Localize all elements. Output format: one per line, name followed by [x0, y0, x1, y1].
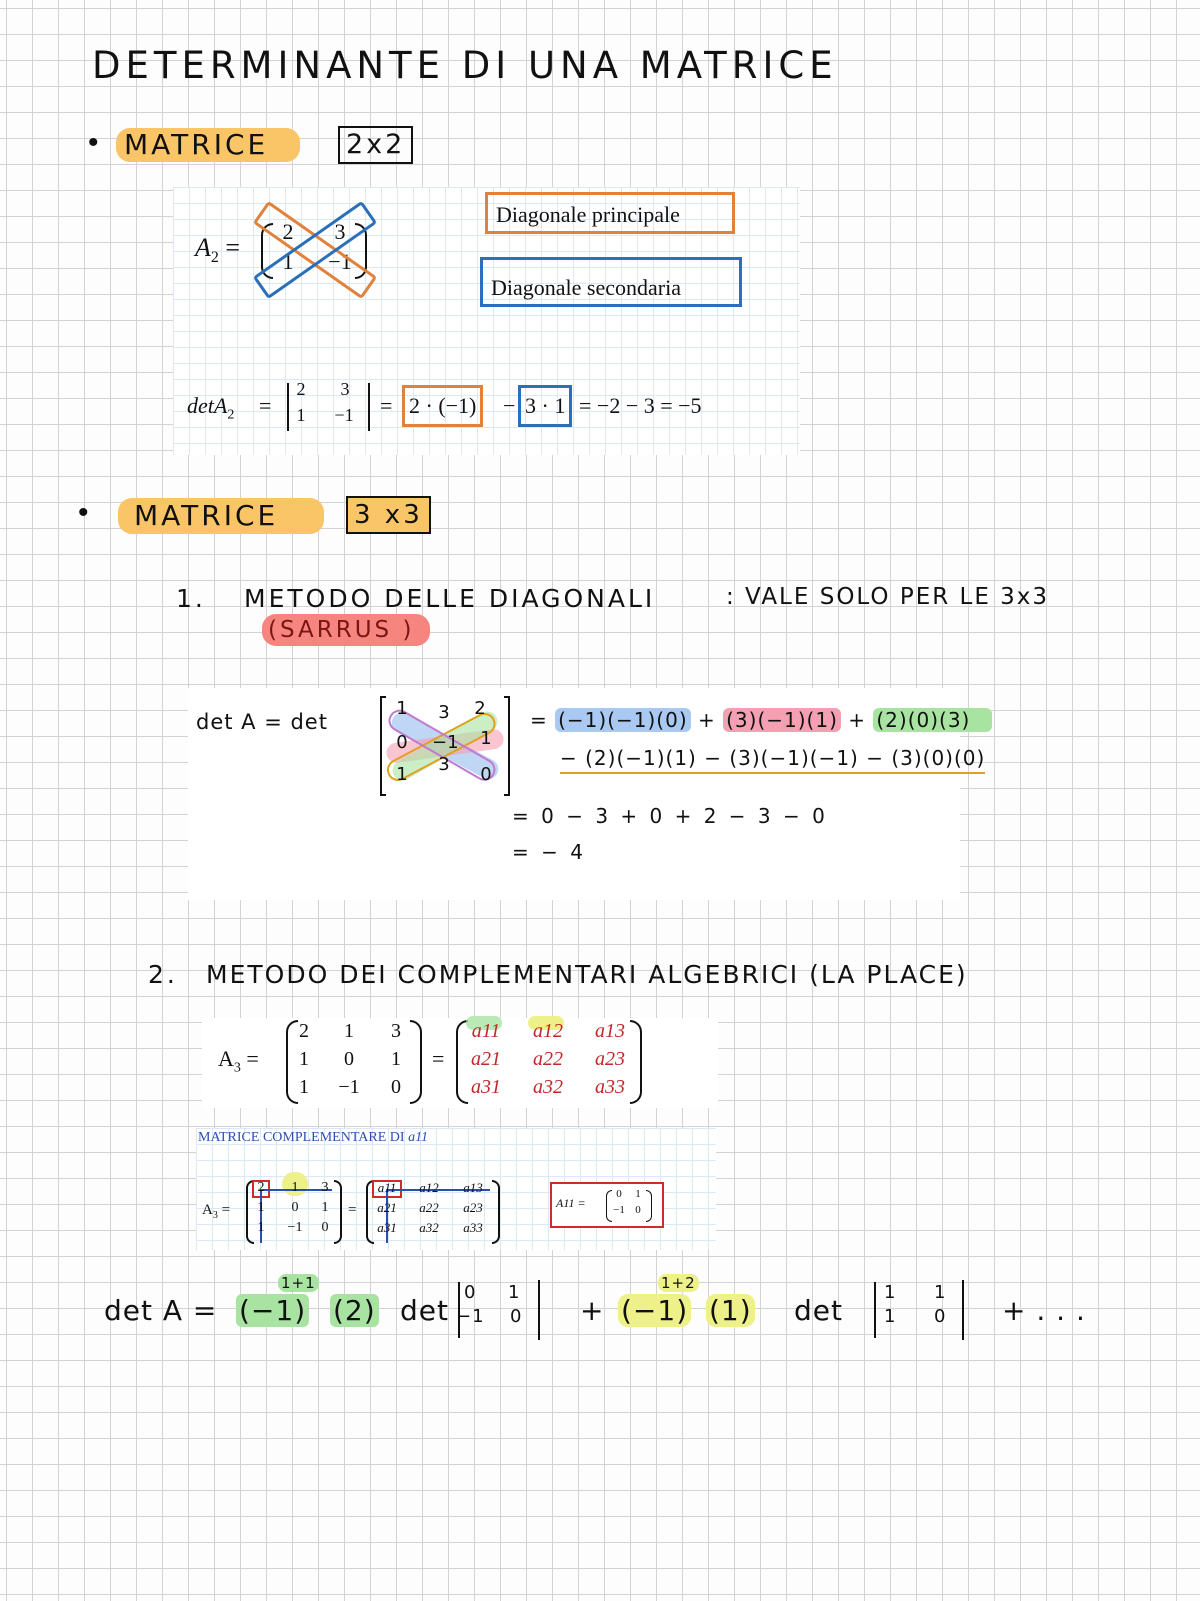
det-2x2-result: = −2 − 3 = −5	[579, 393, 702, 418]
cell: 1	[299, 1048, 309, 1070]
matrice-2x2-label: MATRICE	[116, 128, 300, 162]
matrice-3x3-label: MATRICE	[118, 498, 324, 534]
cell: a13	[463, 1180, 483, 1195]
panel-a3	[202, 1018, 718, 1108]
size-2x2-box: 2x2	[338, 126, 413, 164]
complementary-title-text: MATRICE COMPLEMENTARE DI	[198, 1130, 405, 1145]
expansion-lhs: det A =	[104, 1294, 218, 1327]
cell: 2	[474, 698, 486, 719]
method1-title: METODO DELLE DIAGONALI	[244, 584, 656, 613]
cell: 0	[616, 1188, 622, 1200]
right-paren	[646, 1190, 652, 1222]
size-3x3-box: 3 x3	[346, 496, 431, 534]
det-bar	[874, 1282, 876, 1338]
cell: 1	[934, 1282, 947, 1303]
product-3: (2)(0)(3)	[873, 708, 992, 732]
sarrus-final: = − 4	[512, 840, 586, 864]
det-bar	[962, 1280, 964, 1340]
cell: a32	[533, 1076, 563, 1098]
cell: a33	[463, 1220, 483, 1235]
complementary-result-label: A11 =	[556, 1196, 586, 1210]
cell: −1	[613, 1204, 625, 1216]
bullet: •	[88, 126, 99, 159]
cell: −1	[432, 732, 459, 753]
cell: 1	[884, 1282, 897, 1303]
cell: a12	[419, 1180, 439, 1195]
equals-sign: =	[380, 393, 393, 418]
right-paren	[410, 1020, 422, 1104]
cell: a13	[595, 1020, 625, 1042]
sarrus-sum: = 0 − 3 + 0 + 2 − 3 − 0	[512, 804, 828, 828]
small-matrix-values	[246, 1180, 342, 1244]
cell: a11	[377, 1180, 397, 1195]
cell: 3	[321, 1180, 329, 1195]
sarrus-negative-terms: − (2)(−1)(1) − (3)(−1)(−1) − (3)(0)(0)	[560, 746, 985, 774]
det-sub: 2	[227, 407, 235, 423]
cell: 3	[334, 219, 346, 244]
section-3x3-header	[78, 496, 478, 540]
cell: 1	[291, 1180, 299, 1195]
expansion-tail: + . . .	[1002, 1294, 1086, 1327]
a3-letter: A	[218, 1046, 234, 1071]
cell: 0	[510, 1306, 523, 1327]
cell: 0	[344, 1048, 354, 1070]
cell: 2	[257, 1180, 265, 1195]
cell: 3	[340, 379, 350, 399]
cell: 0	[391, 1076, 401, 1098]
cell: −1	[456, 1306, 485, 1327]
cell: 1	[884, 1306, 897, 1327]
matrix-a2-name	[195, 233, 240, 267]
det-keyword: det	[794, 1294, 843, 1327]
cell: 0	[396, 732, 408, 753]
product-2: (3)(−1)(1)	[723, 708, 841, 732]
det-label	[187, 393, 234, 423]
cell: a31	[471, 1076, 501, 1098]
diagonal-loops	[245, 195, 385, 305]
term1-exponent: 1+1	[278, 1274, 319, 1292]
cell: 0	[464, 1282, 477, 1303]
cell: −1	[334, 405, 354, 425]
plus-sign: +	[698, 708, 716, 732]
term1-coefficient: (2)	[330, 1294, 379, 1327]
cell: 1	[396, 764, 408, 785]
cell: 0	[480, 764, 492, 785]
cell: 0	[635, 1204, 641, 1216]
cell: 1	[480, 728, 492, 749]
cell: −1	[328, 249, 352, 274]
cell: 1	[296, 405, 306, 425]
cell: 1	[635, 1188, 641, 1200]
cell: a33	[595, 1076, 625, 1098]
complementary-result-box	[550, 1182, 664, 1228]
sarrus-det-label: det A = det	[196, 710, 328, 734]
term2-coefficient: (1)	[706, 1294, 755, 1327]
product-1: (−1)(−1)(0)	[555, 708, 691, 732]
complementary-title-var: a11	[408, 1130, 429, 1145]
a3-name	[218, 1046, 259, 1076]
cell: 1	[321, 1200, 329, 1215]
a3-sub: 3	[212, 1210, 218, 1221]
matrix-a3-symbolic	[456, 1020, 642, 1104]
equals-sign: =	[530, 708, 548, 732]
det-bar-left	[287, 383, 289, 431]
cell: a12	[533, 1020, 563, 1042]
cell: 2	[282, 219, 294, 244]
cell: 0	[321, 1220, 329, 1235]
legend-secondary-diagonal: Diagonale secondaria	[480, 257, 742, 307]
panel-complementary	[196, 1128, 716, 1250]
equals-sign: =	[225, 233, 241, 262]
equals-sign: =	[348, 1202, 357, 1218]
legend-main-diagonal: Diagonale principale	[485, 192, 735, 234]
a3-letter: A	[202, 1202, 213, 1218]
cell: a22	[419, 1200, 439, 1215]
det-bar-right	[368, 383, 370, 431]
cell: 1	[282, 249, 294, 274]
matrix-a3-values	[286, 1020, 422, 1104]
method1-note: : VALE SOLO PER LE 3x3	[726, 584, 1050, 610]
laplace-expansion	[104, 1274, 1104, 1358]
det-keyword: det	[400, 1294, 449, 1327]
matrix-a2	[261, 219, 367, 279]
cell: 2	[296, 379, 306, 399]
small-a3-name	[202, 1202, 230, 1221]
cell: a23	[595, 1048, 625, 1070]
minus-sign: −	[503, 393, 516, 418]
matrix-sub: 2	[210, 249, 219, 267]
cell: a21	[471, 1048, 501, 1070]
cell: 3	[438, 754, 450, 775]
a3-sub: 3	[233, 1060, 241, 1076]
sarrus-positive-terms	[530, 708, 992, 732]
cell: −1	[338, 1076, 360, 1098]
cell: −1	[287, 1220, 303, 1235]
right-paren	[334, 1180, 342, 1244]
cell: a11	[471, 1020, 501, 1042]
plus-sign: +	[580, 1294, 605, 1327]
cell: 3	[438, 702, 450, 723]
method2-title: METODO DEI COMPLEMENTARI ALGEBRICI (LA PLACE)	[206, 960, 968, 989]
term2-sign: (−1)	[618, 1294, 691, 1327]
det-2x2-formula	[187, 379, 787, 435]
equals-sign: =	[246, 1046, 259, 1071]
equals-sign: =	[432, 1046, 445, 1071]
term1-sign: (−1)	[236, 1294, 309, 1327]
cell: 0	[291, 1200, 299, 1215]
right-paren	[492, 1180, 500, 1244]
cell: 1	[391, 1048, 401, 1070]
det-label-text: detA	[187, 393, 228, 418]
cell: 1	[299, 1076, 309, 1098]
complementary-title	[198, 1130, 428, 1146]
cell: 2	[299, 1020, 309, 1042]
equals-sign: =	[259, 393, 272, 418]
cell: 1	[257, 1200, 265, 1215]
panel-sarrus	[188, 688, 986, 900]
term-main-diagonal: 2 · (−1)	[402, 385, 483, 427]
cell: 1	[396, 698, 408, 719]
panel-2x2	[173, 187, 800, 455]
method1-sarrus-label: (SARRUS )	[262, 614, 430, 646]
cell: a22	[533, 1048, 563, 1070]
small-matrix-symbolic	[366, 1180, 500, 1244]
cell: a21	[377, 1200, 397, 1215]
cell: a32	[419, 1220, 439, 1235]
method2-number: 2.	[148, 960, 178, 989]
det-bar	[538, 1280, 540, 1340]
matrix-name: A	[195, 233, 211, 262]
plus-sign: +	[848, 708, 866, 732]
cell: 3	[391, 1020, 401, 1042]
sarrus-matrix	[380, 696, 510, 796]
cell: a31	[377, 1220, 397, 1235]
bullet: •	[78, 496, 89, 529]
term2-exponent: 1+2	[658, 1274, 699, 1292]
cell: 1	[257, 1220, 265, 1235]
cell: 1	[508, 1282, 521, 1303]
page-title: DETERMINANTE DI UNA MATRICE	[92, 44, 838, 87]
section-2x2-header	[88, 126, 448, 166]
equals-sign: =	[221, 1202, 231, 1218]
cell: 1	[344, 1020, 354, 1042]
method1-number: 1.	[176, 584, 206, 613]
term-secondary-diagonal: 3 · 1	[518, 385, 572, 427]
cell: 0	[934, 1306, 947, 1327]
cell: a23	[463, 1200, 483, 1215]
